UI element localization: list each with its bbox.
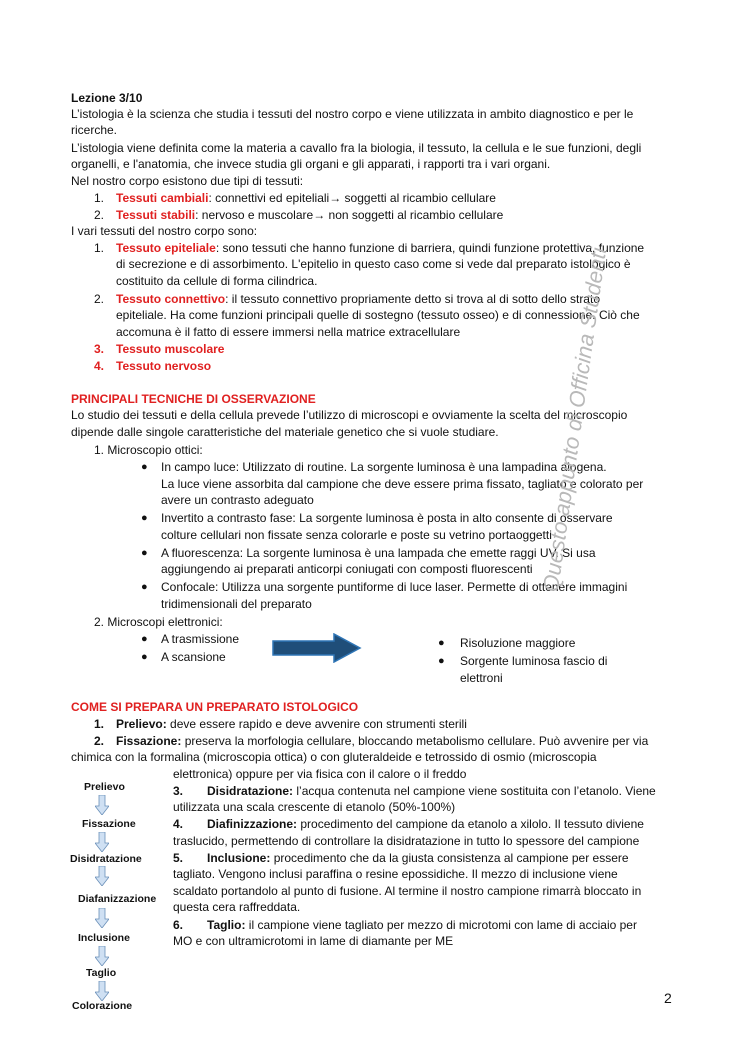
step-text: preserva la morfologia cellulare, bloccando metabolismo cellulare. Può avvenire per via <box>181 734 649 748</box>
flow-step: Prelievo <box>84 781 125 793</box>
flow-step: Disidratazione <box>70 853 142 865</box>
step-text: MO e con ultramicrotomi in lame di diamante per ME <box>173 934 454 948</box>
intro-line: L’istologia viene definita come la materia a cavallo fra la biologia, il tessuto, la cellula e le sue funzioni, degli <box>71 141 642 155</box>
optical-item: La luce viene assorbita dal campione che deve essere prima fissato, tagliato e colorato per <box>161 477 644 491</box>
item-text: epiteliale. Ha come funzioni principali quelle di sostegno (tessuto osseo) e di connessione. Ciò che <box>116 308 640 322</box>
term-red: Tessuto muscolare <box>116 342 225 356</box>
flow-step: Inclusione <box>78 932 130 944</box>
optical-item: Confocale: Utilizza una sorgente puntiforme di luce laser. Permette di ottenere immagini <box>161 580 628 594</box>
bullet-icon: ● <box>141 651 148 663</box>
bullet-icon: ● <box>141 633 148 645</box>
step-text: tagliato. Vengono inclusi paraffina o resine epossidiche. Il mezzo di inclusione viene <box>173 867 618 881</box>
down-arrow-icon <box>95 832 109 852</box>
section-heading: COME SI PREPARA UN PREPARATO ISTOLOGICO <box>71 700 359 714</box>
electronic-feature: Sorgente luminosa fascio di <box>460 654 608 668</box>
section-intro: Lo studio dei tessuti e della cellula prevede l’utilizzo di microscopi e ovviamente la scelta del microscopio <box>71 408 628 422</box>
bullet-icon: ● <box>141 512 148 524</box>
step-item <box>173 783 656 799</box>
item-text: accomuna è il fatto di essere immersi nella matrice extracellulare <box>116 325 461 339</box>
bullet-icon: ● <box>438 637 445 649</box>
intro-line: organelli, e l'anatomia, che invece studia gli organi e gli apparati, i rapporti tra i vari organi. <box>71 157 551 171</box>
step-text: elettronica) oppure per via fisica con il calore o il freddo <box>173 767 467 781</box>
list-number: 1. <box>94 191 105 205</box>
term-red: Tessuto nervoso <box>116 359 212 373</box>
flow-step: Taglio <box>86 967 117 979</box>
step-item <box>173 816 644 832</box>
step-text: utilizzata una scala crescente di etanolo (50%-100%) <box>173 800 456 814</box>
list-item <box>116 207 503 223</box>
bullet-icon: ● <box>141 581 148 593</box>
optical-label: 1. Microscopio ottici: <box>94 443 203 457</box>
bullet-icon: ● <box>141 547 148 559</box>
list-item <box>116 291 600 307</box>
step-item <box>116 716 467 732</box>
optical-item: avere un contrasto adeguato <box>161 493 314 507</box>
step-term: Fissazione: <box>116 734 182 748</box>
step-number: 2. <box>94 734 105 748</box>
term-red: Tessuti cambiali <box>116 191 209 205</box>
list-number: 1. <box>94 241 105 255</box>
intro-line: Nel nostro corpo esistono due tipi di tessuti: <box>71 174 304 188</box>
intro-line: L’istologia è la scienza che studia i tessuti del nostro corpo e viene utilizzata in ambito diagnostico e per le <box>71 107 634 121</box>
item-text: : connettivi ed epiteliali→ soggetti al ricambio cellulare <box>208 191 496 205</box>
optical-item: aggiungendo ai preparati anticorpi coniugati con composti fluorescenti <box>161 562 533 576</box>
optical-item: In campo luce: Utilizzato di routine. La sorgente luminosa è una lampadina alogena. <box>161 460 607 474</box>
term-red: Tessuto epiteliale <box>116 241 216 255</box>
down-arrow-icon <box>95 981 109 1001</box>
step-text: procedimento che da la giusta consistenza al campione per essere <box>270 851 629 865</box>
step-number: 6. <box>173 918 184 932</box>
list-number: 4. <box>94 359 105 373</box>
bullet-icon: ● <box>438 655 445 667</box>
item-text: costituito da cellule di forma cilindrica. <box>116 274 318 288</box>
step-term: Prelievo: <box>116 717 167 731</box>
term-red: Tessuto connettivo <box>116 292 226 306</box>
electronic-feature: elettroni <box>460 671 503 685</box>
right-arrow-icon <box>272 633 362 663</box>
step-item <box>116 733 648 749</box>
list-item <box>116 190 496 206</box>
optical-item: tridimensionali del preparato <box>161 597 312 611</box>
electronic-feature: Risoluzione maggiore <box>460 636 576 650</box>
term-red: Tessuti stabili <box>116 208 196 222</box>
step-text: questa cera raffreddata. <box>173 900 301 914</box>
step-item <box>173 850 629 866</box>
step-term: Diafinizzazione: <box>207 817 298 831</box>
step-text: procedimento del campione da etanolo a xilolo. Il tessuto diviene <box>297 817 644 831</box>
lesson-title: Lezione 3/10 <box>71 91 143 105</box>
item-text: : il tessuto connettivo propriamente detto si trova al di sotto dello strato <box>225 292 600 306</box>
down-arrow-icon <box>95 946 109 966</box>
optical-item: Invertito a contrasto fase: La sorgente luminosa è posta in alto consente di osservare <box>161 511 613 525</box>
down-arrow-icon <box>95 908 109 928</box>
optical-item: A fluorescenza: La sorgente luminosa è una lampada che emette raggi UV. Si usa <box>161 546 596 560</box>
intro-line: ricerche. <box>71 123 118 137</box>
down-arrow-icon <box>95 866 109 886</box>
list-number: 2. <box>94 208 105 222</box>
step-term: Taglio: <box>207 918 246 932</box>
list-number: 2. <box>94 292 105 306</box>
step-number: 1. <box>94 717 105 731</box>
step-text: chimica con la formalina (microscopia ottica) o con gluteraldeide e tetrossido di osmio (microscopia <box>71 750 597 764</box>
step-number: 4. <box>173 817 184 831</box>
section-intro: dipende dalle singole caratteristiche del materiale genetico che si vuole studiare. <box>71 425 499 439</box>
item-text: : sono tessuti che hanno funzione di barriera, quindi funzione protettiva, funzione <box>215 241 645 255</box>
item-text: di secrezione e di assorbimento. L'epitelio in questo caso come si vede dal preparato istologico è <box>116 257 631 271</box>
bullet-icon: ● <box>141 461 148 473</box>
page-number: 2 <box>664 990 672 1006</box>
flow-step: Diafanizzazione <box>78 893 157 905</box>
step-text: scaldato portandolo al punto di fusione. Al termine il nostro campione rimarrà bloccato in <box>173 884 642 898</box>
step-term: Disidratazione: <box>207 784 294 798</box>
step-text: deve essere rapido e deve avvenire con strumenti sterili <box>166 717 467 731</box>
flow-step: Fissazione <box>82 818 136 830</box>
optical-item: colture cellulari non fissate senza colorarle e poste su vetrino portaoggetti <box>161 528 552 542</box>
step-text: il campione viene tagliato per mezzo di microtomi con lame di acciaio per <box>245 918 637 932</box>
step-number: 3. <box>173 784 184 798</box>
item-text: : nervoso e muscolare→ non soggetti al ricambio cellulare <box>195 208 504 222</box>
step-number: 5. <box>173 851 184 865</box>
step-text: traslucido, permettendo di controllare la disidratazione in tutto lo spessore del campione <box>173 834 640 848</box>
list-number: 3. <box>94 342 105 356</box>
watermark: Questo appunto di Officina Studenti <box>538 246 612 594</box>
step-text: l’acqua contenuta nel campione viene sostituita con l’etanolo. Viene <box>293 784 656 798</box>
electronic-item: A scansione <box>161 650 226 664</box>
electronic-label: 2. Microscopi elettronici: <box>94 615 223 629</box>
section-heading: PRINCIPALI TECNICHE DI OSSERVAZIONE <box>71 392 316 406</box>
step-item <box>173 917 637 933</box>
down-arrow-icon <box>95 795 109 815</box>
list-item <box>116 240 644 256</box>
various-intro: I vari tessuti del nostro corpo sono: <box>71 224 258 238</box>
flow-step: Colorazione <box>72 1000 133 1012</box>
step-term: Inclusione: <box>207 851 271 865</box>
electronic-item: A trasmissione <box>161 632 240 646</box>
